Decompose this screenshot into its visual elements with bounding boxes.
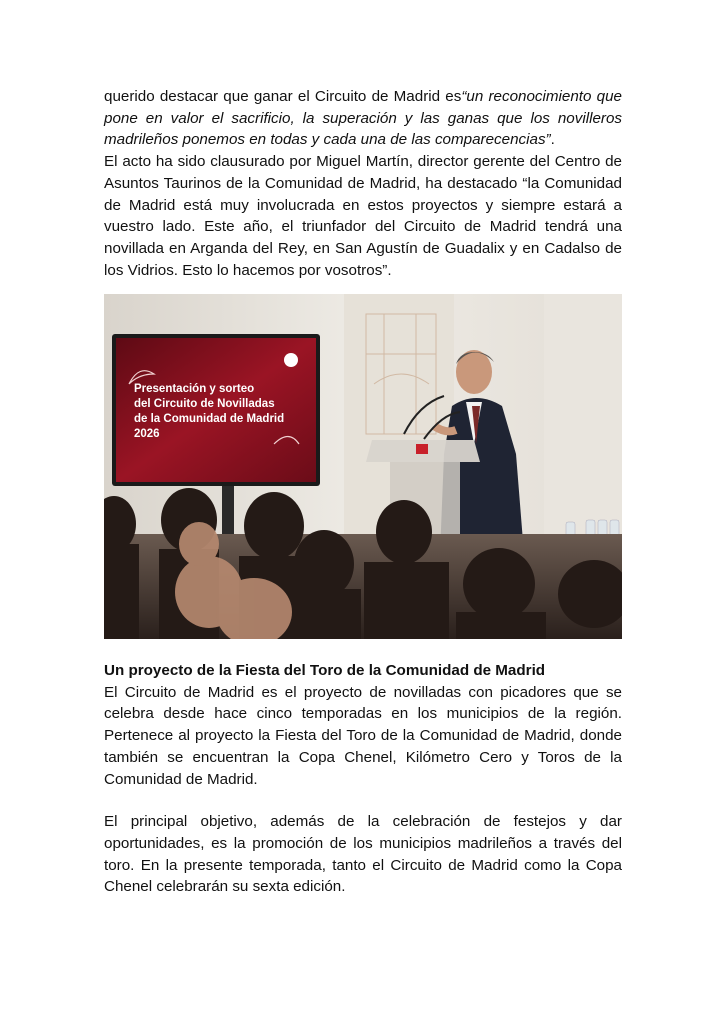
- paragraph-quote-lead: querido destacar que ganar el Circuito de Madrid es: [104, 88, 462, 105]
- paragraph-quote: [104, 86, 622, 151]
- screen-line-3: de la Comunidad de Madrid: [134, 413, 285, 425]
- right-column: [544, 294, 622, 544]
- quote-text: “un reconocimiento que pone en valor el sacrificio, la superación y las ganas que los novilleros madrileños ponemos en todas y cada una de las comparecencias”: [104, 88, 622, 149]
- event-photo-illustration: [104, 294, 622, 639]
- event-photo: [104, 294, 622, 639]
- paragraph-quote-end: .: [550, 131, 555, 149]
- screen-line-2: del Circuito de Novilladas: [134, 398, 275, 410]
- screen-line-1: Presentación y sorteo: [134, 383, 255, 395]
- screen-logo: [284, 353, 298, 367]
- section-heading: Un proyecto de la Fiesta del Toro de la Comunidad de Madrid: [104, 662, 546, 679]
- paragraph-closing-act: El acto ha sido clausurado por Miguel Martín, director gerente del Centro de Asuntos Taurinos de la Comunidad de Madrid, ha destacado “la Comunidad de Madrid está muy involucrada en estos proyectos y siempre estará a vuestro lado. Este año, el triunfador del Circuito de Madrid tendrá una novillada en Arganda del Rey, en San Agustín de Guadalix y en Cadalso de los Vidrios. Esto lo hacemos por vosotros”.: [104, 153, 622, 279]
- paragraph-objective: El principal objetivo, además de la celebración de festejos y dar oportunidades, es la promoción de los municipios madrileños a través del toro. En la presente temporada, tanto el Circuito de Madrid como la Copa Chenel celebrarán su sexta edición.: [104, 813, 622, 896]
- project-section: [104, 660, 622, 898]
- screen-line-4: 2026: [134, 428, 160, 440]
- top-text-block: [104, 86, 622, 281]
- paragraph-circuit: El Circuito de Madrid es el proyecto de novilladas con picadores que se celebra desde hace cinco temporadas en los municipios de la región. Pertenece al proyecto la Fiesta del Toro de la Comunidad de Madrid, donde también se encuentran la Copa Chenel, Kilómetro Cero y Toros de la Comunidad de Madrid.: [104, 683, 622, 788]
